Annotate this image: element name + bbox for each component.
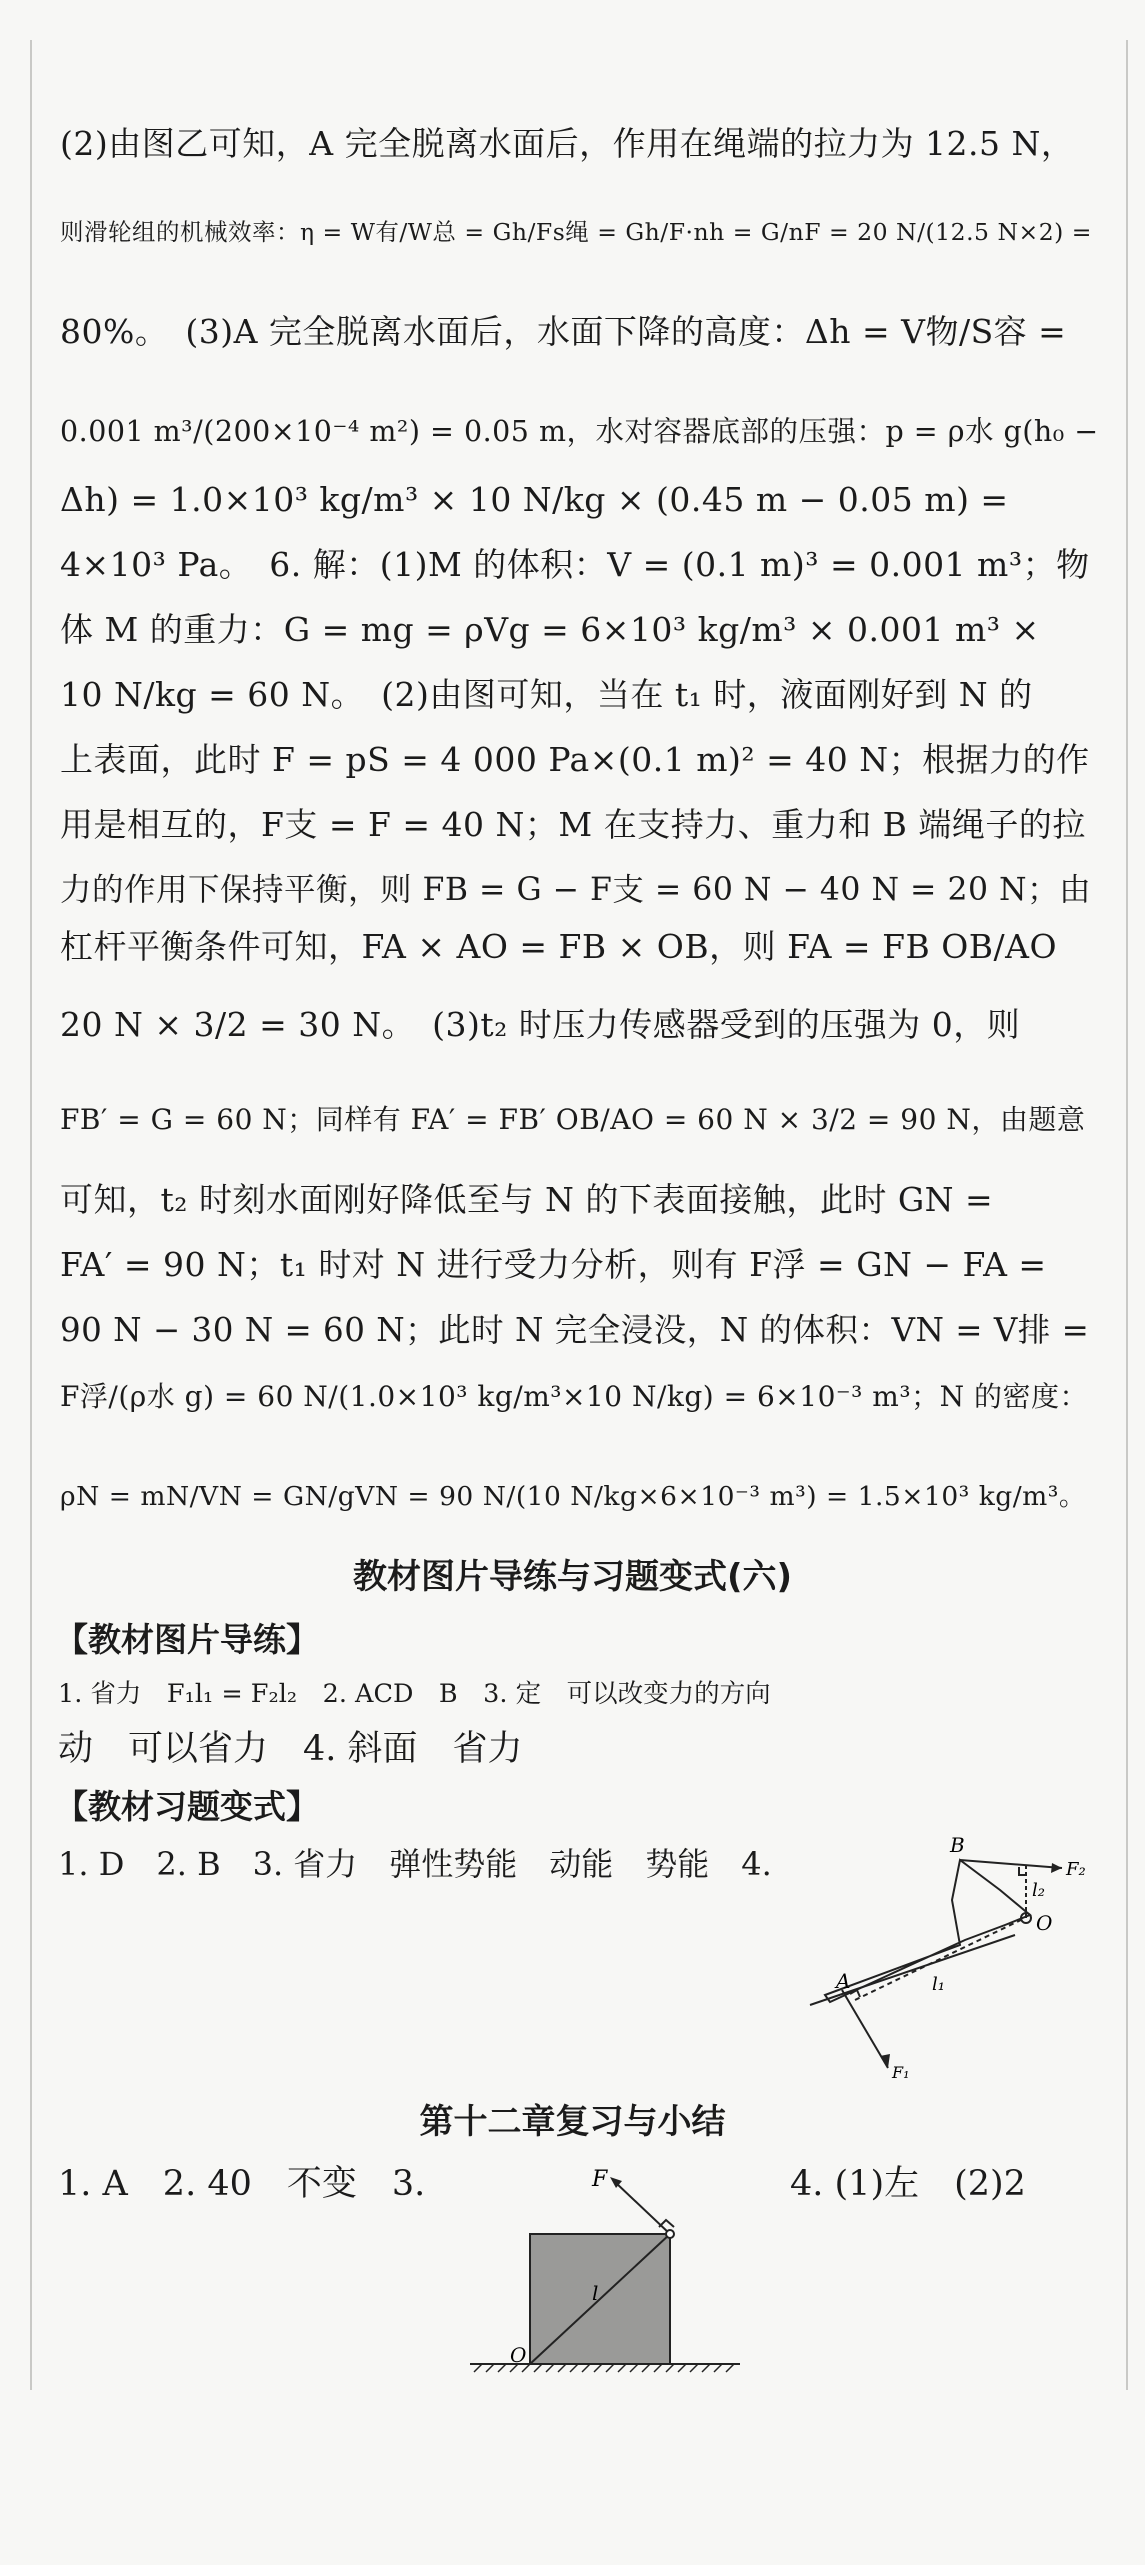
solution-line: 0.001 m³/(200×10⁻⁴ m²) = 0.05 m，水对容器底部的压强：p = ρ水 g(h₀ − [60,415,1099,448]
answer-line: 动 可以省力 4. 斜面 省力 [58,1729,523,1769]
label-F: F [592,2167,608,2192]
subsection-title: 【教材习题变式】 [55,1787,319,1826]
solution-line: FB′ = G = 60 N；同样有 FA′ = FB′ OB/AO = 60 N × 3/2 = 90 N，由题意 [60,1103,1086,1136]
right-margin-rule [1126,40,1128,2390]
label-l: l [592,2281,599,2305]
solution-line: FA′ = 90 N；t₁ 时对 N 进行受力分析，则有 F浮 = GN − FA = [60,1245,1047,1284]
solution-line: 4×10³ Pa。 6. 解：(1)M 的体积：V = (0.1 m)³ = 0.001 m³；物 [60,545,1090,584]
answer-line: 4. (1)左 (2)2 [790,2164,1026,2204]
label-l1: l₁ [932,1974,945,1995]
section-title: 教材图片导练与习题变式(六) [352,1557,793,1597]
label-F2: F₂ [1066,1859,1086,1880]
subsection-title: 【教材图片导练】 [55,1620,319,1659]
solution-line: 10 N/kg = 60 N。 (2)由图可知，当在 t₁ 时，液面刚好到 N 的 [60,675,1033,714]
section-title: 第十二章复习与小结 [419,2102,726,2142]
label-B: B [950,1833,965,1857]
solution-line: 则滑轮组的机械效率：η = W有/W总 = Gh/Fs绳 = Gh/F·nh = G/nF = 20 N/(12.5 N×2) = [60,218,1092,246]
solution-line: 80%。 (3)A 完全脱离水面后，水面下降的高度：Δh = V物/S容 = [60,312,1067,351]
lever-diagram [800,1830,1120,2090]
solution-line: 20 N × 3/2 = 30 N。 (3)t₂ 时压力传感器受到的压强为 0，则 [60,1005,1021,1044]
answer-line: 1. D 2. B 3. 省力 弹性势能 动能 势能 4. [58,1845,772,1883]
solution-line: 可知，t₂ 时刻水面刚好降低至与 N 的下表面接触，此时 GN = [60,1180,994,1219]
solution-line: (2)由图乙可知，A 完全脱离水面后，作用在绳端的拉力为 12.5 N， [60,124,1075,163]
solution-line: 上表面，此时 F = pS = 4 000 Pa×(0.1 m)² = 40 N；根据力的作 [60,740,1090,779]
answer-line: 1. A 2. 40 不变 3. [58,2164,426,2204]
label-l2: l₂ [1032,1880,1045,1901]
left-margin-rule [30,40,32,2390]
solution-line: F浮/(ρ水 g) = 60 N/(1.0×10³ kg/m³×10 N/kg) = 6×10⁻³ m³；N 的密度： [60,1380,1088,1413]
label-A: A [836,1969,851,1993]
label-O: O [510,2343,527,2367]
label-O: O [1036,1911,1053,1935]
box-diagram [460,2150,760,2380]
solution-line: ρN = mN/VN = GN/gVN = 90 N/(10 N/kg×6×10⁻³ m³) = 1.5×10³ kg/m³。 [60,1481,1086,1512]
solution-line: 杠杆平衡条件可知，FA × AO = FB × OB，则 FA = FB OB/AO [60,927,1058,966]
solution-line: 用是相互的，F支 = F = 40 N；M 在支持力、重力和 B 端绳子的拉 [60,805,1086,844]
solution-line: 体 M 的重力：G = mg = ρVg = 6×10³ kg/m³ × 0.001 m³ × [60,610,1040,649]
solution-line: 90 N − 30 N = 60 N；此时 N 完全浸没，N 的体积：VN = V排 = [60,1311,1090,1349]
solution-line: 力的作用下保持平衡，则 FB = G − F支 = 60 N − 40 N = 20 N；由 [60,872,1092,908]
solution-line: Δh) = 1.0×10³ kg/m³ × 10 N/kg × (0.45 m − 0.05 m) = [60,480,1009,519]
label-F1: F₁ [892,2063,910,2082]
answer-line: 1. 省力 F₁l₁ = F₂l₂ 2. ACD B 3. 定 可以改变力的方向 [58,1679,771,1709]
